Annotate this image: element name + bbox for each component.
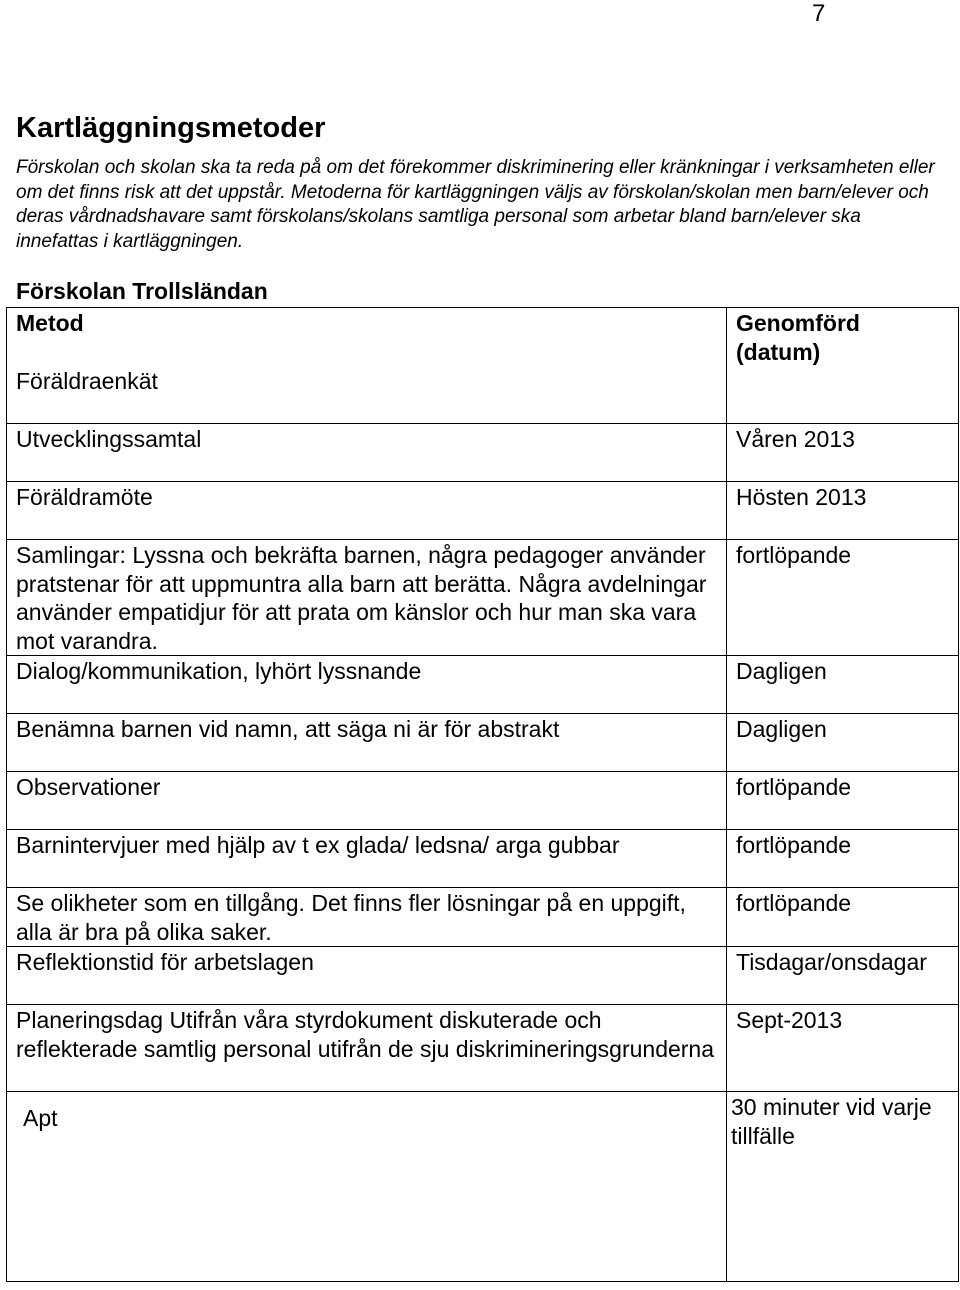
method-cell: Planeringsdag Utifrån våra styrdokument diskuterade och reflekterade samtlig personal utifrån de sju diskrimineringsgrunderna [7, 1005, 727, 1092]
date-cell: Hösten 2013 [727, 482, 959, 540]
table-row [7, 714, 959, 772]
method-column-header: Metod [16, 310, 84, 336]
method-cell: Samlingar: Lyssna och bekräfta barnen, några pedagoger använder pratstenar för att uppmuntra alla barn att berätta. Några avdelningar använder empatidjur för att prata om känslor och hur man ska vara mot varandra. [7, 540, 727, 656]
date-column-header: Genomförd (datum) [736, 310, 860, 365]
table-row [7, 482, 959, 540]
method-cell [7, 308, 727, 424]
table-row [7, 947, 959, 1005]
date-cell [727, 308, 959, 424]
date-cell: Sept-2013 [727, 1005, 959, 1092]
date-cell: 30 minuter vid varje tillfälle [727, 1092, 959, 1282]
date-cell: Dagligen [727, 714, 959, 772]
date-cell: fortlöpande [727, 888, 959, 947]
table-row [7, 772, 959, 830]
method-cell: Apt [7, 1092, 727, 1282]
method-cell: Reflektionstid för arbetslagen [7, 947, 727, 1005]
document-title: Kartläggningsmetoder [16, 112, 326, 144]
table-row [7, 1092, 959, 1282]
method-cell: Barnintervjuer med hjälp av t ex glada/ ledsna/ arga gubbar [7, 830, 727, 888]
table-row [7, 656, 959, 714]
table-row [7, 540, 959, 656]
table-row [7, 1005, 959, 1092]
date-cell: Tisdagar/onsdagar [727, 947, 959, 1005]
method-cell: Utvecklingssamtal [7, 424, 727, 482]
date-cell: fortlöpande [727, 830, 959, 888]
table-row [7, 888, 959, 947]
method-text: Föräldraenkät [16, 367, 158, 394]
table-row [7, 830, 959, 888]
method-cell: Föräldramöte [7, 482, 727, 540]
date-cell: fortlöpande [727, 540, 959, 656]
method-cell: Benämna barnen vid namn, att säga ni är för abstrakt [7, 714, 727, 772]
method-cell: Dialog/kommunikation, lyhört lyssnande [7, 656, 727, 714]
school-name: Förskolan Trollsländan [16, 278, 268, 304]
date-cell: fortlöpande [727, 772, 959, 830]
method-cell: Se olikheter som en tillgång. Det finns fler lösningar på en uppgift, alla är bra på olika saker. [7, 888, 727, 947]
intro-paragraph: Förskolan och skolan ska ta reda på om det förekommer diskriminering eller kränkningar i verksamheten eller om det finns risk att det uppstår. Metoderna för kartläggningen väljs av förskolan/skolan men barn/elever och deras vårdnadshavare samt förskolans/skolans samtliga personal som arbetar bland barn/elever ska innefattas i kartläggningen. [16, 157, 935, 252]
page-number: 7 [812, 0, 826, 27]
method-cell: Observationer [7, 772, 727, 830]
table-row [7, 308, 959, 424]
date-cell: Våren 2013 [727, 424, 959, 482]
methods-table [6, 307, 959, 1282]
date-cell: Dagligen [727, 656, 959, 714]
table-row [7, 424, 959, 482]
